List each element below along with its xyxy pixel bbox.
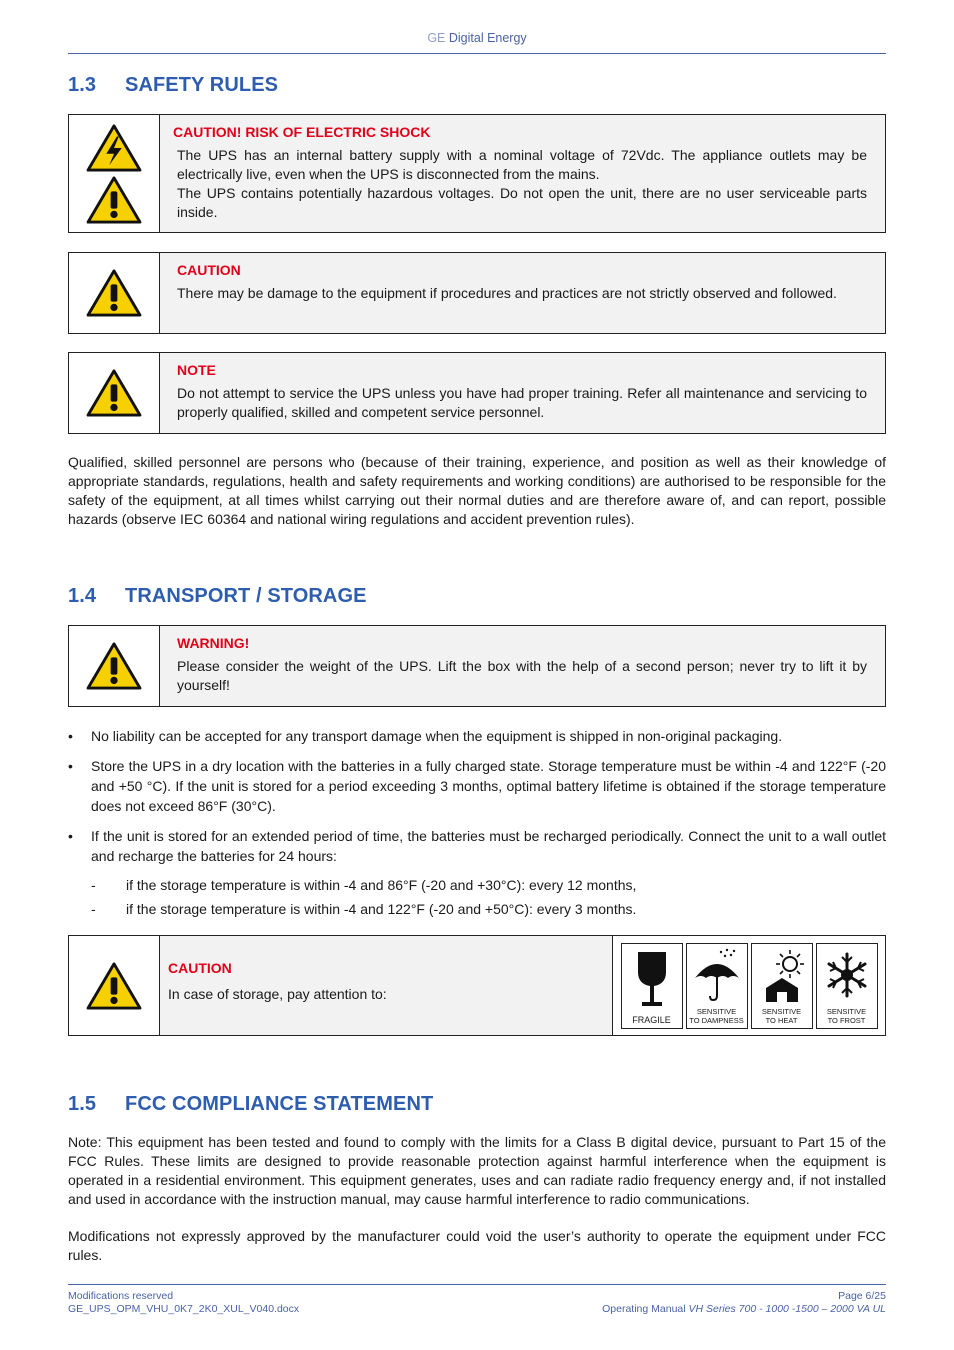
document-page <box>68 0 886 1350</box>
symbol-label-line: SENSITIVE <box>696 1006 737 1016</box>
section-number: 1.3 <box>68 74 97 96</box>
notice-body: In case of storage, pay attention to: <box>168 986 387 1002</box>
transport-bullet-list <box>68 726 886 929</box>
notice-text <box>160 115 885 232</box>
exclamation-warning-icon <box>85 175 143 225</box>
section-heading-1-4 <box>68 585 367 608</box>
sub-list-item: - if the storage temperature is within -4 and 86°F (-20 and +30°C): every 12 months, <box>91 875 886 895</box>
notice-body-2: The UPS contains potentially hazardous voltages. Do not open the unit, there are no user serviceable parts inside. <box>177 185 867 220</box>
section-title: SAFETY RULES <box>125 74 279 96</box>
notice-body: Please consider the weight of the UPS. Lift the box with the help of a second person; never try to lift it by yourself! <box>177 658 867 693</box>
section-number: 1.5 <box>68 1093 97 1115</box>
notice-body: Do not attempt to service the UPS unless you have had proper training. Refer all maintenance and servicing to properly qualified, skilled and competent service personnel. <box>177 385 867 420</box>
storage-symbol-row <box>613 936 885 1035</box>
header-brand-prefix: GE <box>427 31 446 45</box>
symbol-label-line: SENSITIVE <box>761 1006 802 1016</box>
notice-icon-cell <box>69 353 160 433</box>
symbol-label-line: TO DAMPNESS <box>689 1015 744 1025</box>
fragile-symbol <box>621 943 683 1029</box>
sub-list <box>91 875 886 919</box>
notice-icon-cell <box>69 936 160 1035</box>
list-item-text: If the unit is stored for an extended period of time, the batteries must be recharged periodically. Connect the unit to a wall outlet and recharge the batteries for 24 hours: <box>91 828 886 864</box>
notice-body-1: The UPS has an internal battery supply with a nominal voltage of 72Vdc. The appliance outlets may be electrically live, even when the UPS is disconnected from the mains. <box>177 147 867 182</box>
list-item: • Store the UPS in a dry location with the batteries in a fully charged state. Storage temperature must be within -4 and 122°F (-20 and +50 °C). If the unit is stored for a period exceeding 3 months, optimal battery lifetime is obtained if the storage temperature does not exceed 86°F (30°C). <box>68 756 886 816</box>
symbol-label-line: SENSITIVE <box>826 1006 867 1016</box>
notice-title: WARNING! <box>177 635 250 651</box>
notice-title: CAUTION! RISK OF ELECTRIC SHOCK <box>173 124 431 140</box>
notice-icon-cell <box>69 115 160 232</box>
notice-storage-symbols <box>68 935 886 1036</box>
section-title: TRANSPORT / STORAGE <box>125 585 367 607</box>
glass-icon <box>622 944 682 1014</box>
footer-manual-prefix: Operating Manual <box>602 1303 689 1315</box>
notice-title: CAUTION <box>168 960 232 976</box>
footer-left <box>68 1290 299 1316</box>
umbrella-icon <box>687 944 747 1006</box>
header-brand-name: Digital Energy <box>448 31 527 45</box>
fcc-paragraph-2: Modifications not expressly approved by the manufacturer could void the user’s authority to operate the equipment under FCC rules. <box>68 1228 886 1263</box>
symbol-label-line: TO FROST <box>827 1015 866 1025</box>
footer-right <box>602 1290 886 1316</box>
exclamation-warning-icon <box>85 368 143 418</box>
page-header <box>68 31 886 45</box>
footer-manual-title <box>602 1303 886 1316</box>
footer-note: Modifications reserved <box>68 1290 174 1302</box>
notice-electric-shock <box>68 114 886 233</box>
list-item: • No liability can be accepted for any transport damage when the equipment is shipped in non-original packaging. <box>68 726 886 746</box>
header-divider <box>68 53 886 54</box>
notice-caution <box>68 252 886 334</box>
heat-symbol <box>751 943 813 1029</box>
list-item <box>68 826 886 919</box>
footer-manual-series: VH Series 700 - 1000 -1500 – 2000 VA UL <box>688 1303 886 1315</box>
notice-warning <box>68 625 886 707</box>
footer-page-number: Page 6/25 <box>838 1290 886 1302</box>
dampness-symbol <box>686 943 748 1029</box>
section-heading-1-5 <box>68 1093 433 1116</box>
notice-title: NOTE <box>177 362 216 378</box>
notice-text <box>160 353 885 433</box>
notice-text <box>160 253 885 333</box>
notice-text <box>160 626 885 706</box>
section-number: 1.4 <box>68 585 97 607</box>
exclamation-warning-icon <box>85 961 143 1011</box>
section-heading-1-3 <box>68 74 278 97</box>
sun-house-icon <box>752 944 812 1006</box>
footer-filename: GE_UPS_OPM_VHU_0K7_2K0_XUL_V040.docx <box>68 1303 300 1315</box>
notice-text <box>160 936 613 1035</box>
footer-divider <box>68 1284 886 1285</box>
notice-icon-cell <box>69 626 160 706</box>
fcc-paragraph-1: Note: This equipment has been tested and found to comply with the limits for a Class B digital device, pursuant to Part 15 of the FCC Rules. These limits are designed to provide reasonable protection against harmful interference when the equipment is operated in a residential environment. This equipment generates, uses and can radiate radio frequency energy and, if not installed and used in accordance with the instruction manual, may cause harmful interference to radio communications. <box>68 1134 886 1207</box>
snowflake-icon <box>817 944 877 1006</box>
symbol-label-line: TO HEAT <box>765 1015 798 1025</box>
notice-title: CAUTION <box>177 262 241 278</box>
notice-body: There may be damage to the equipment if procedures and practices are not strictly observed and followed. <box>177 285 837 301</box>
notice-icon-cell <box>69 253 160 333</box>
frost-symbol <box>816 943 878 1029</box>
electric-shock-warning-icon <box>85 123 143 173</box>
notice-note <box>68 352 886 434</box>
exclamation-warning-icon <box>85 268 143 318</box>
symbol-label <box>752 1007 812 1025</box>
symbol-label: FRAGILE <box>632 1014 671 1025</box>
qualified-personnel-paragraph: Qualified, skilled personnel are persons who (because of their training, experience, and position as well as their knowledge of appropriate standards, regulations, health and safety requirements and working conditions) are authorised to be responsible for the safety of the equipment, at all times whilst carrying out their normal duties and are therefore aware of, and can report, possible hazards (observe IEC 60364 and national wiring regulations and accident prevention rules). <box>68 454 886 527</box>
symbol-label <box>817 1007 877 1025</box>
symbol-label <box>687 1007 747 1025</box>
section-title: FCC COMPLIANCE STATEMENT <box>125 1093 434 1115</box>
sub-list-item: - if the storage temperature is within -4 and 122°F (-20 and +50°C): every 3 months. <box>91 899 886 919</box>
exclamation-warning-icon <box>85 641 143 691</box>
